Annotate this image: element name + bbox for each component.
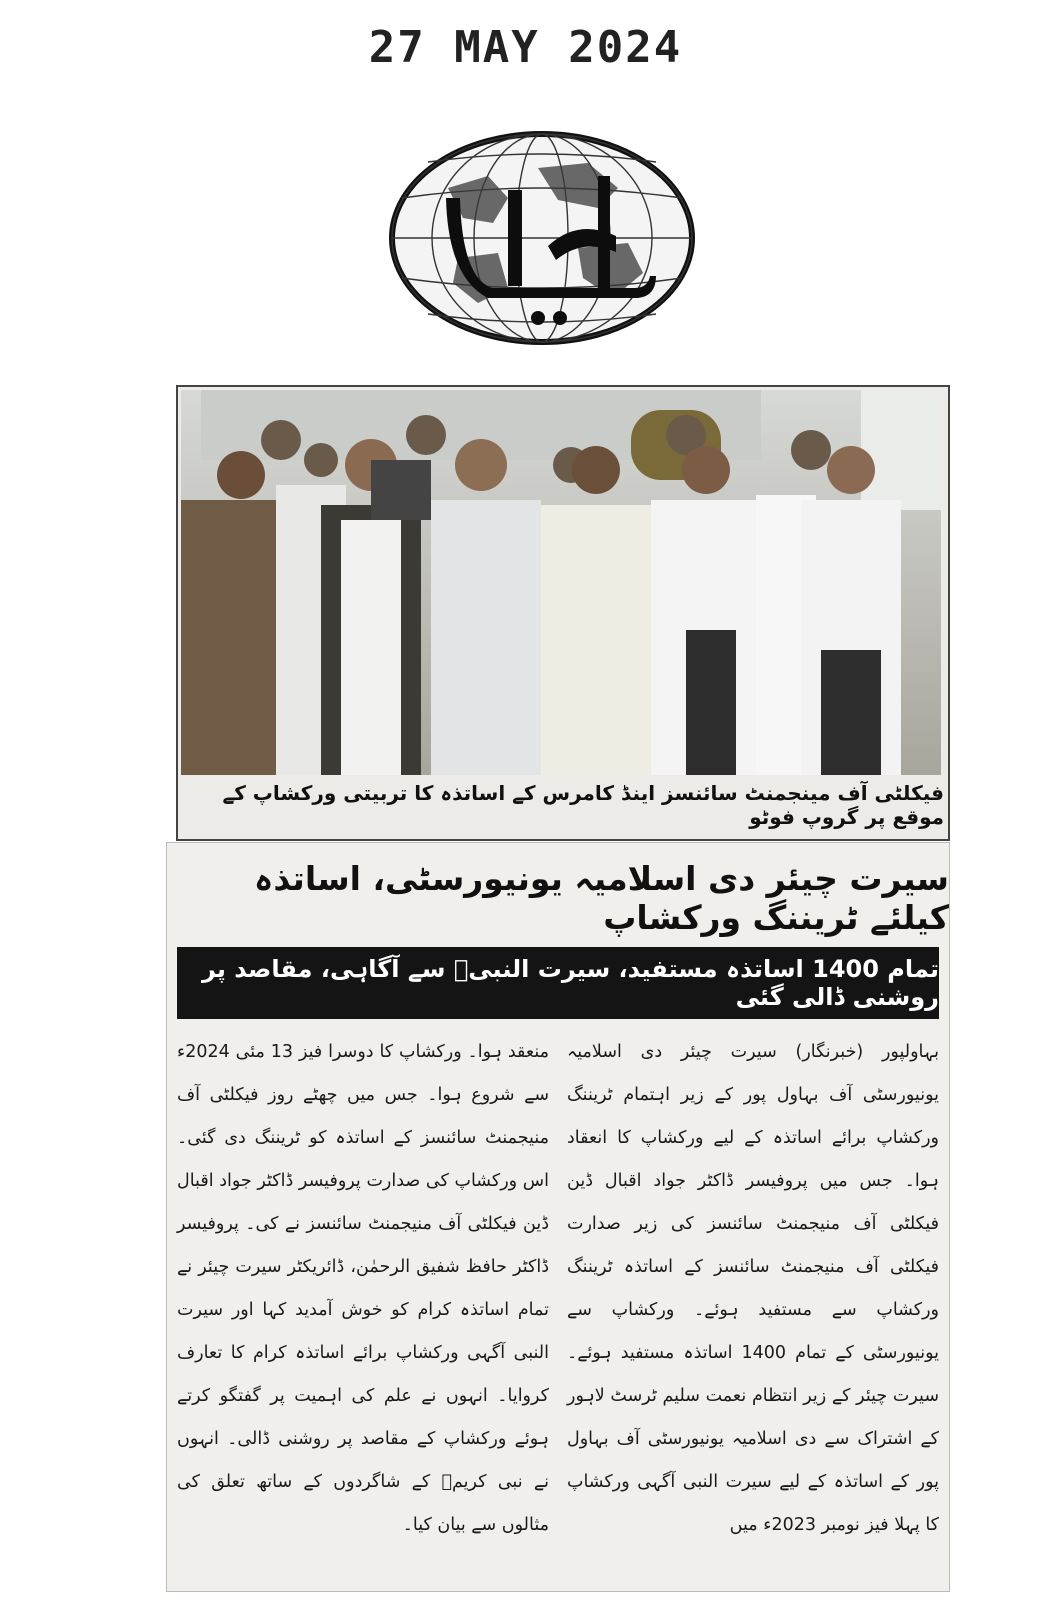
group-photo: [181, 390, 941, 775]
group-photo-image: [181, 390, 941, 775]
article-subheadline: تمام 1400 اساتذہ مستفید، سیرت النبیؐ سے آگاہی، مقاصد پر روشنی ڈالی گئی: [177, 947, 939, 1019]
globe-logo-icon: [388, 128, 696, 348]
article-column-left: [177, 1031, 549, 1583]
publication-date: 27 MAY 2024: [368, 22, 683, 73]
article-column-right: [567, 1031, 939, 1583]
article-paragraph: بہاولپور (خبرنگار) سیرت چیئر دی اسلامیہ یونیورسٹی آف بہاول پور کے زیر اہتمام ٹریننگ ورکشاپ برائے اساتذہ کے لیے ورکشاپ کا انعقاد ہوا۔ جس میں پروفیسر ڈاکٹر جواد اقبال ڈین فیکلٹی آف منیجمنٹ سائنسز کی زیر صدارت فیکلٹی آف منیجمنٹ سائنسز کے اساتذہ ٹریننگ ورکشاپ سے مستفید ہوئے۔ ورکشاپ سے یونیورسٹی کے تمام 1400 اساتذہ مستفید ہوئے۔ سیرت چیئر کے زیر انتظام نعمت سلیم ٹرسٹ لاہور کے اشتراک سے دی اسلامیہ یونیورسٹی آف بہاول پور کے اساتذہ کے لیے سیرت النبی آگہی ورکشاپ کا پہلا فیز نومبر 2023ء میں: [567, 1042, 939, 1535]
article-paragraph: منعقد ہوا۔ ورکشاپ کا دوسرا فیز 13 مئی 2024ء سے شروع ہوا۔ جس میں چھٹے روز فیکلٹی آف منیجمنٹ سائنسز کے اساتذہ کو ٹریننگ دی گئی۔ اس ورکشاپ کی صدارت پروفیسر ڈاکٹر جواد اقبال ڈین فیکلٹی آف منیجمنٹ سائنسز نے کی۔ پروفیسر ڈاکٹر حافظ شفیق الرحمٰن، ڈائریکٹر سیرت چیئر نے تمام اساتذہ کرام کو خوش آمدید کہا اور سیرت النبی آگہی ورکشاپ برائے اساتذہ کرام کا تعارف کروایا۔ انہوں نے علم کی اہمیت پر گفتگو کرتے ہوئے ورکشاپ کے مقاصد پر روشنی ڈالی۔ انہوں نے نبی کریمؐ کے شاگردوں کے ساتھ تعلق کی مثالوں سے بیان کیا۔: [177, 1042, 549, 1535]
photo-caption: فیکلٹی آف مینجمنٹ سائنسز اینڈ کامرس کے اساتذہ کا تربیتی ورکشاپ کے موقع پر گروپ فوٹو: [222, 781, 944, 829]
photo-box: [176, 385, 950, 841]
article-headline: سیرت چیئر دی اسلامیہ یونیورسٹی، اساتذہ کیلئے ٹریننگ ورکشاپ: [254, 859, 949, 937]
newspaper-masthead-logo: [388, 128, 696, 348]
article-body: [177, 1031, 939, 1583]
news-article: [166, 842, 950, 1592]
